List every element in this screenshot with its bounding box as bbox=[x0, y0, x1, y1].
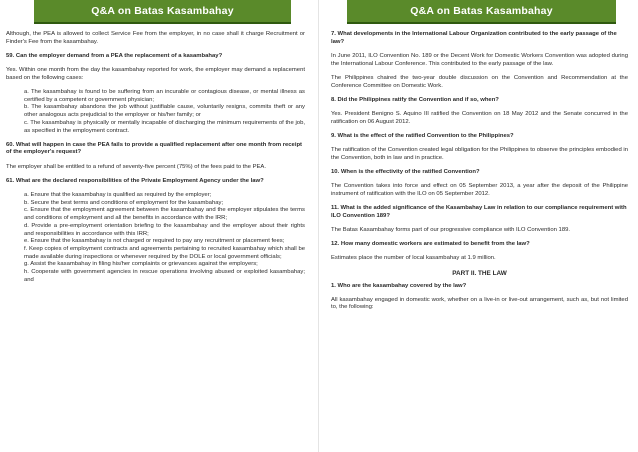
answer-11: The Batas Kasambahay forms part of our progressive compliance with ILO Convention 189. bbox=[331, 226, 571, 233]
answer-12: Estimates place the number of local kasambahay at 1.9 million. bbox=[331, 255, 496, 262]
answer-10: The Convention takes into force and effect on 05 September 2013, a year after the deposit of the Philippine instrument of ratification with the ILO on 05 September 2012. bbox=[331, 183, 628, 197]
answer-59: Yes. Within one month from the day the kasambahay reported for work, the employer may demand a replacement based on the following cases: bbox=[6, 67, 305, 81]
question-60: 60. What will happen in case the PEA fails to provide a qualified replacement after one month from receipt of the employer's request? bbox=[6, 141, 303, 156]
answer-7-continued: The Philippines chaired the two-year double discussion on the Convention and Recommendation at the Conference Committee on Domestic Work. bbox=[331, 74, 628, 89]
question-1: 1. Who are the kasambahay covered by the law? bbox=[331, 282, 467, 289]
answer-9: The ratification of the Convention created legal obligation for the Philippines to observe the principles embodied in the Convention, both in law and in practice. bbox=[331, 147, 628, 161]
answer-8: Yes. President Benigno S. Aquino III ratified the Convention on 18 May 2012 and the Senate concurred in the ratification on 06 August 2012. bbox=[331, 110, 628, 125]
list-item: c. Ensure that the employment agreement between the kasambahay and the employer stipulates the terms and conditions of employment and all the benefits in accordance with the IRR; bbox=[24, 207, 305, 222]
answer-7: In June 2011, ILO Convention No. 189 or the Decent Work for Domestic Workers Convention was adopted during the International Labour Conference. This contributed to the early passage of the law. bbox=[331, 52, 628, 67]
list-item: c. The kasambahay is physically or mentally incapable of discharging the minimum requirements of the job, as specified in the employment contract. bbox=[24, 119, 305, 134]
question-11: 11. What is the added significance of the Kasambahay Law in relation to our compliance requirement with ILO Convention 189? bbox=[331, 205, 627, 219]
answer-60: The employer shall be entitled to a refund of seventy-five percent (75%) of the fees paid to the PEA. bbox=[6, 163, 266, 170]
answer-1: All kasambahay engaged in domestic work, whether on a live-in or live-out arrangement, such as, but not limited to, the following: bbox=[331, 296, 628, 311]
question-9: 9. What is the effect of the ratified Convention to the Philippines? bbox=[331, 132, 514, 139]
question-7: 7. What developments in the International Labour Organization contributed to the early passage of the law? bbox=[331, 31, 617, 45]
list-item: h. Cooperate with government agencies in rescue operations involving abused or exploited kasambahay; and bbox=[24, 269, 305, 283]
list-item: d. Provide a pre-employment orientation briefing to the kasambahay and the employer about their rights and responsibilities in accordance with this IRR; bbox=[24, 222, 305, 237]
question-61: 61. What are the declared responsibilities of the Private Employment Agency under the law? bbox=[6, 177, 264, 184]
question-59: 59. Can the employer demand from a PEA the replacement of a kasambahay? bbox=[6, 52, 223, 59]
question-12: 12. How many domestic workers are estimated to benefit from the law? bbox=[331, 241, 530, 248]
right-page bbox=[319, 0, 638, 452]
question-10: 10. When is the effectivity of the ratified Convention? bbox=[331, 168, 480, 175]
list-item: b. Secure the best terms and conditions of employment for the kasambahay; bbox=[24, 199, 224, 206]
answer-61-list bbox=[6, 192, 305, 284]
list-item: e. Ensure that the kasambahay is not charged or required to pay any recruitment or placement fees; bbox=[24, 238, 285, 245]
intro-paragraph: Although, the PEA is allowed to collect Service Fee from the employer, in no case shall it charge Recruitment or Finder's Fee from the kasambahay. bbox=[6, 31, 305, 45]
list-item: a. Ensure that the kasambahay is qualified as required by the employer; bbox=[24, 192, 212, 199]
list-item: a. The kasambahay is found to be suffering from an incurable or contagious disease, or mental illness as certified by a competent or government physician; bbox=[24, 89, 305, 103]
list-item: g. Assist the kasambahay in filing his/her complaints or grievances against the employers; bbox=[24, 261, 258, 268]
page-banner: Q&A on Batas Kasambahay bbox=[347, 0, 616, 24]
list-item: f. Keep copies of employment contracts and agreements pertaining to recruited kasambahay which shall be made available during inspections or whenever required by the DOLE or local government officials; bbox=[24, 245, 305, 260]
list-item: b. The kasambahay abandons the job without justifiable cause, voluntarily resigns, commits theft or any other analogous acts prejudicial to the employer or his/her family; or bbox=[24, 104, 305, 119]
section-heading: PART II. THE LAW bbox=[452, 269, 507, 277]
question-8: 8. Did the Philippines ratify the Convention and if so, when? bbox=[331, 96, 499, 103]
page-banner: Q&A on Batas Kasambahay bbox=[34, 0, 291, 24]
answer-59-list bbox=[6, 89, 305, 135]
